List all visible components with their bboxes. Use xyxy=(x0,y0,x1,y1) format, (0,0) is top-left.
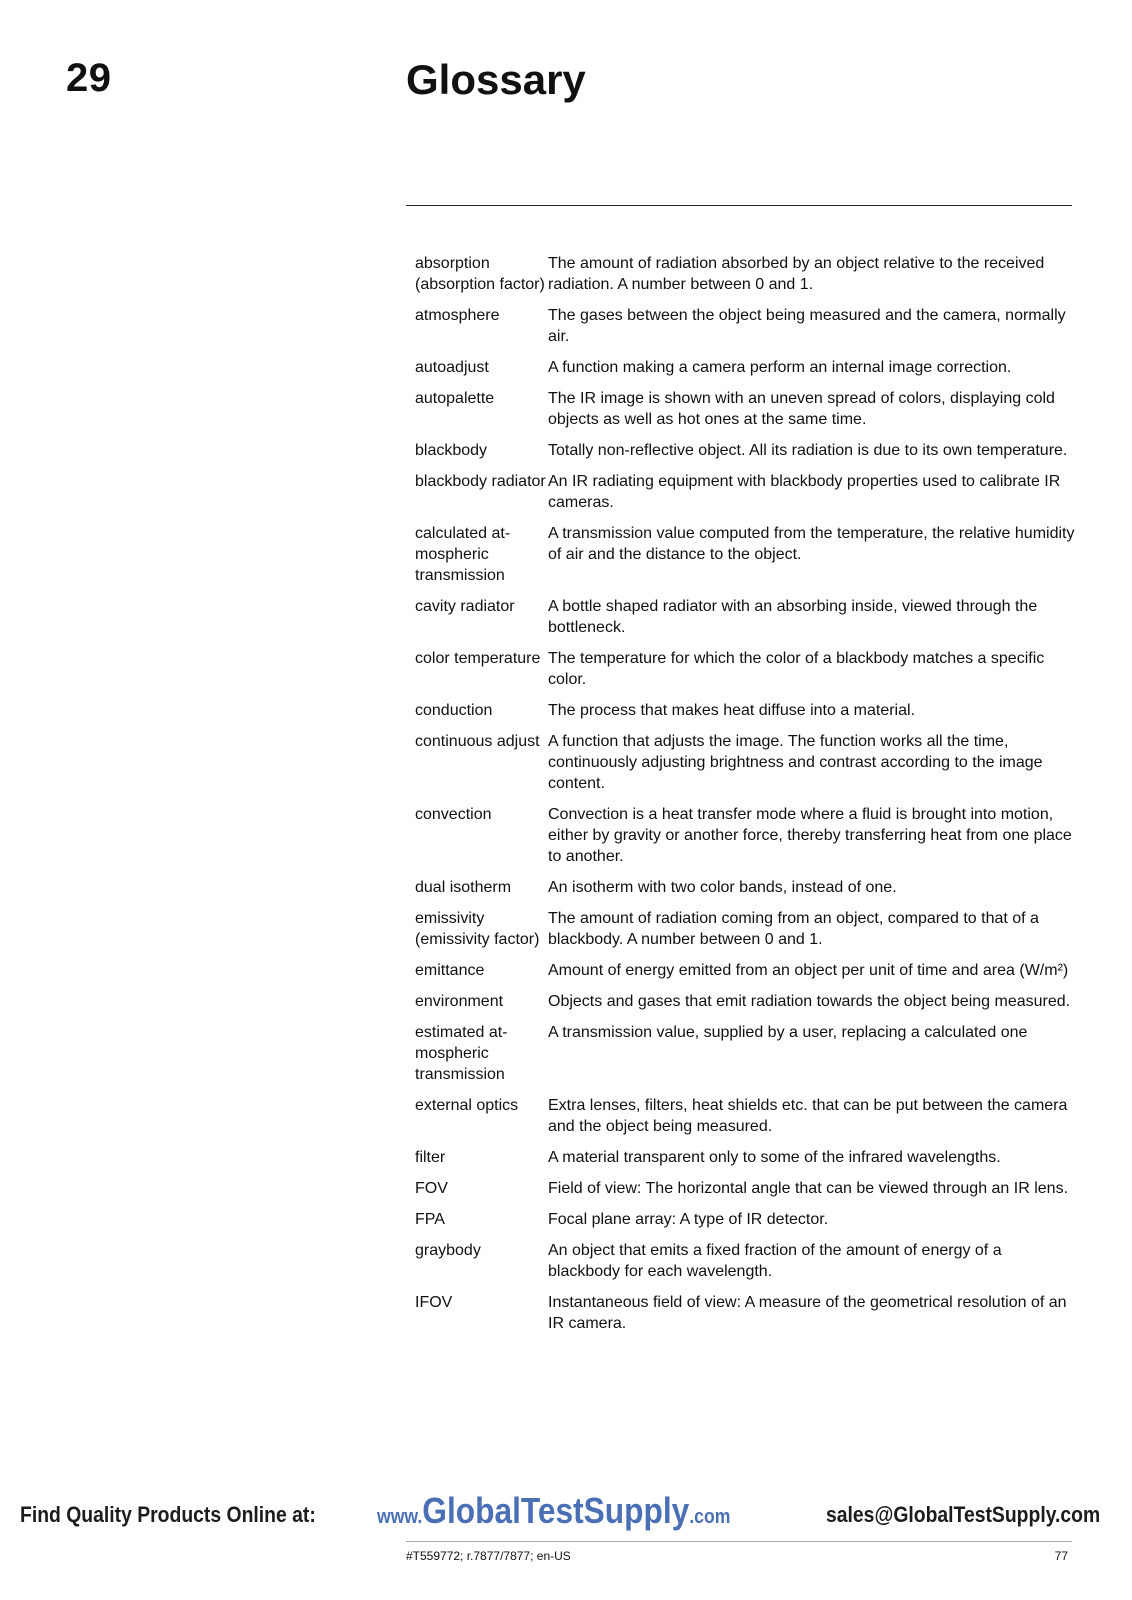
glossary-entry xyxy=(415,1209,1075,1230)
chapter-number: 29 xyxy=(66,56,112,100)
glossary-definition: Focal plane array: A type of IR detector. xyxy=(548,1211,829,1228)
glossary-definition: A material transparent only to some of the infrared wavelengths. xyxy=(548,1149,1001,1166)
find-products-label: Find Quality Products Online at: xyxy=(20,1502,316,1527)
glossary-entry xyxy=(415,523,1075,586)
glossary-term: filter xyxy=(415,1149,446,1166)
glossary-entry xyxy=(415,1147,1075,1168)
glossary-definition: Amount of energy emitted from an object per unit of time and area (W/m²) xyxy=(548,962,1069,979)
glossary-term: external optics xyxy=(415,1097,519,1114)
glossary-entry xyxy=(415,1240,1075,1282)
glossary-entry xyxy=(415,908,1075,950)
glossary-term: FPA xyxy=(415,1211,445,1228)
glossary-definition: An isotherm with two color bands, instead of one. xyxy=(548,879,897,896)
glossary-definition: An IR radiating equipment with blackbody properties used to calibrate IR cameras. xyxy=(548,473,1061,511)
glossary-definition: A transmission value, supplied by a user, replacing a calculated one xyxy=(548,1024,1028,1041)
glossary-definition: A transmission value computed from the temperature, the relative humidity of air and the distance to the object. xyxy=(548,525,1075,563)
glossary-definition: The amount of radiation coming from an object, compared to that of a blackbody. A number between 0 and 1. xyxy=(548,910,1039,948)
glossary-term: autopalette xyxy=(415,390,495,407)
glossary-term: emissivity (emissivity factor) xyxy=(415,910,540,948)
glossary-term: blackbody xyxy=(415,442,488,459)
glossary-term: FOV xyxy=(415,1180,448,1197)
glossary-definition: The temperature for which the color of a blackbody matches a specific color. xyxy=(548,650,1045,688)
website-name: GlobalTestSupply xyxy=(422,1490,690,1531)
glossary-entry xyxy=(415,1022,1075,1085)
glossary-entry xyxy=(415,731,1075,794)
glossary-definition: A function that adjusts the image. The function works all the time, continuously adjusting brightness and contrast according to the image content. xyxy=(548,733,1043,792)
glossary-definition: An object that emits a fixed fraction of the amount of energy of a blackbody for each wavelength. xyxy=(548,1242,1002,1280)
website-suffix: .com xyxy=(689,1506,731,1528)
glossary-term: dual isotherm xyxy=(415,879,512,896)
glossary-entry xyxy=(415,1292,1075,1334)
footer-divider xyxy=(406,1541,1072,1542)
glossary-definition: A bottle shaped radiator with an absorbing inside, viewed through the bottleneck. xyxy=(548,598,1038,636)
glossary-definition: The amount of radiation absorbed by an object relative to the received radiation. A number between 0 and 1. xyxy=(548,255,1045,293)
glossary-term: autoadjust xyxy=(415,359,489,376)
glossary-entry xyxy=(415,388,1075,430)
glossary-term: graybody xyxy=(415,1242,481,1259)
chapter-title: Glossary xyxy=(406,56,586,103)
glossary-entry xyxy=(415,253,1075,295)
glossary-term: absorption (absorption factor) xyxy=(415,255,545,293)
glossary-term: atmosphere xyxy=(415,307,500,324)
glossary-term: continuous adjust xyxy=(415,733,540,750)
glossary-entry xyxy=(415,305,1075,347)
website-link[interactable] xyxy=(377,1490,730,1532)
glossary-entry xyxy=(415,960,1075,981)
glossary-definition: Convection is a heat transfer mode where a fluid is brought into motion, either by gravity or another force, thereby transferring heat from one place to another. xyxy=(548,806,1072,865)
glossary-term: conduction xyxy=(415,702,493,719)
glossary-term: estimated atmospheric transmission xyxy=(415,1024,508,1083)
glossary-entry xyxy=(415,700,1075,721)
website-prefix: www. xyxy=(377,1506,423,1528)
glossary-definition: Totally non-reflective object. All its radiation is due to its own temperature. xyxy=(548,442,1068,459)
glossary-entry xyxy=(415,357,1075,378)
glossary-definition: Objects and gases that emit radiation towards the object being measured. xyxy=(548,993,1071,1010)
glossary-entry xyxy=(415,440,1075,461)
glossary-definition: Extra lenses, filters, heat shields etc. that can be put between the camera and the object being measured. xyxy=(548,1097,1068,1135)
glossary-list xyxy=(415,253,1075,1344)
glossary-entry xyxy=(415,877,1075,898)
glossary-entry xyxy=(415,991,1075,1012)
glossary-term: color temperature xyxy=(415,650,541,667)
glossary-definition: Instantaneous field of view: A measure of the geometrical resolution of an IR camera. xyxy=(548,1294,1067,1332)
glossary-definition: A function making a camera perform an internal image correction. xyxy=(548,359,1012,376)
glossary-term: emittance xyxy=(415,962,485,979)
glossary-entry xyxy=(415,471,1075,513)
page-number: 77 xyxy=(1054,1549,1068,1563)
sales-email-link[interactable]: sales@GlobalTestSupply.com xyxy=(826,1502,1101,1527)
glossary-term: IFOV xyxy=(415,1294,453,1311)
glossary-term: blackbody radiator xyxy=(415,473,546,490)
glossary-term: convection xyxy=(415,806,492,823)
glossary-definition: Field of view: The horizontal angle that can be viewed through an IR lens. xyxy=(548,1180,1069,1197)
glossary-entry xyxy=(415,596,1075,638)
glossary-entry xyxy=(415,1178,1075,1199)
title-divider xyxy=(406,205,1072,206)
glossary-definition: The IR image is shown with an uneven spread of colors, displaying cold objects as well as hot ones at the same time. xyxy=(548,390,1055,428)
glossary-entry xyxy=(415,804,1075,867)
glossary-term: cavity radiator xyxy=(415,598,515,615)
glossary-term: environment xyxy=(415,993,504,1010)
glossary-definition: The gases between the object being measured and the camera, normally air. xyxy=(548,307,1066,345)
glossary-entry xyxy=(415,1095,1075,1137)
glossary-entry xyxy=(415,648,1075,690)
document-reference: #T559772; r.7877/7877; en-US xyxy=(406,1549,571,1563)
glossary-term: calculated atmospheric transmission xyxy=(415,525,511,584)
glossary-definition: The process that makes heat diffuse into a material. xyxy=(548,702,916,719)
